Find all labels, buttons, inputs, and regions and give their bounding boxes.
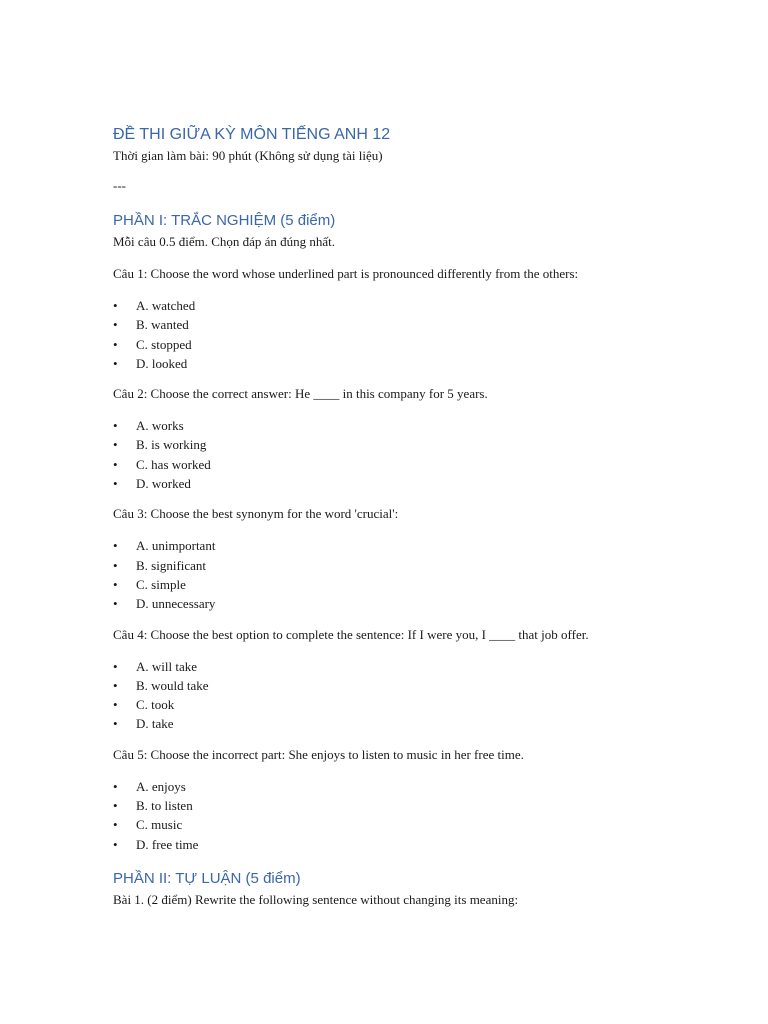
bullet-icon: • (113, 778, 118, 794)
bullet-icon: • (113, 456, 118, 472)
part2-task-1: Bài 1. (2 điểm) Rewrite the following sentence without changing its meaning: (113, 891, 519, 907)
list-item: • C. stopped (113, 335, 713, 354)
question-2-options (113, 416, 713, 493)
bullet-icon: • (113, 658, 118, 674)
list-item: • A. watched (113, 296, 713, 315)
part1-intro: Mỗi câu 0.5 điểm. Chọn đáp án đúng nhất. (113, 234, 336, 249)
question-4-options (113, 657, 713, 734)
bullet-icon: • (113, 798, 118, 814)
question-1-options (113, 296, 713, 373)
question-3-options (113, 536, 713, 613)
list-item: • C. music (113, 815, 713, 834)
list-item: • A. will take (113, 657, 713, 676)
list-item: • D. unnecessary (113, 594, 713, 613)
bullet-icon: • (113, 697, 118, 713)
list-item: • D. looked (113, 354, 713, 373)
part2-heading: PHẦN II: TỰ LUẬN (5 điểm) (113, 869, 301, 887)
question-1: Câu 1: Choose the word whose underlined part is pronounced differently from the others: (113, 266, 579, 281)
list-item: • B. would take (113, 676, 713, 695)
bullet-icon: • (113, 596, 118, 612)
list-item: • B. is working (113, 435, 713, 454)
list-item: • A. enjoys (113, 777, 713, 796)
bullet-icon: • (113, 317, 118, 333)
document-title: ĐỀ THI GIỮA KỲ MÔN TIẾNG ANH 12 (113, 126, 391, 143)
bullet-icon: • (113, 476, 118, 492)
bullet-icon: • (113, 836, 118, 852)
list-item: • C. took (113, 695, 713, 714)
bullet-icon: • (113, 418, 118, 434)
bullet-icon: • (113, 576, 118, 592)
question-5: Câu 5: Choose the incorrect part: She enjoys to listen to music in her free time. (113, 746, 524, 762)
list-item: • C. simple (113, 575, 713, 594)
bullet-icon: • (113, 716, 118, 732)
bullet-icon: • (113, 437, 118, 453)
bullet-icon: • (113, 817, 118, 833)
part1-heading: PHẦN I: TRẮC NGHIỆM (5 điểm) (113, 212, 336, 229)
question-3: Câu 3: Choose the best synonym for the word 'crucial': (113, 506, 399, 522)
bullet-icon: • (113, 336, 118, 352)
separator: --- (113, 178, 126, 193)
question-4: Câu 4: Choose the best option to complete the sentence: If I were you, I ____ that job offer. (113, 626, 589, 642)
list-item: • B. significant (113, 556, 713, 575)
list-item: • B. to listen (113, 796, 713, 815)
document-subtitle: Thời gian làm bài: 90 phút (Không sử dụng tài liệu) (113, 148, 383, 163)
bullet-icon: • (113, 557, 118, 573)
list-item: • A. unimportant (113, 536, 713, 555)
question-2: Câu 2: Choose the correct answer: He ____ in this company for 5 years. (113, 386, 488, 402)
list-item: • D. free time (113, 835, 713, 854)
list-item: • A. works (113, 416, 713, 435)
bullet-icon: • (113, 538, 118, 554)
list-item: • C. has worked (113, 455, 713, 474)
bullet-icon: • (113, 355, 118, 371)
list-item: • D. worked (113, 474, 713, 493)
question-5-options (113, 777, 713, 854)
document-page (113, 124, 713, 910)
bullet-icon: • (113, 677, 118, 693)
list-item: • D. take (113, 714, 713, 733)
list-item: • B. wanted (113, 315, 713, 334)
bullet-icon: • (113, 298, 118, 313)
